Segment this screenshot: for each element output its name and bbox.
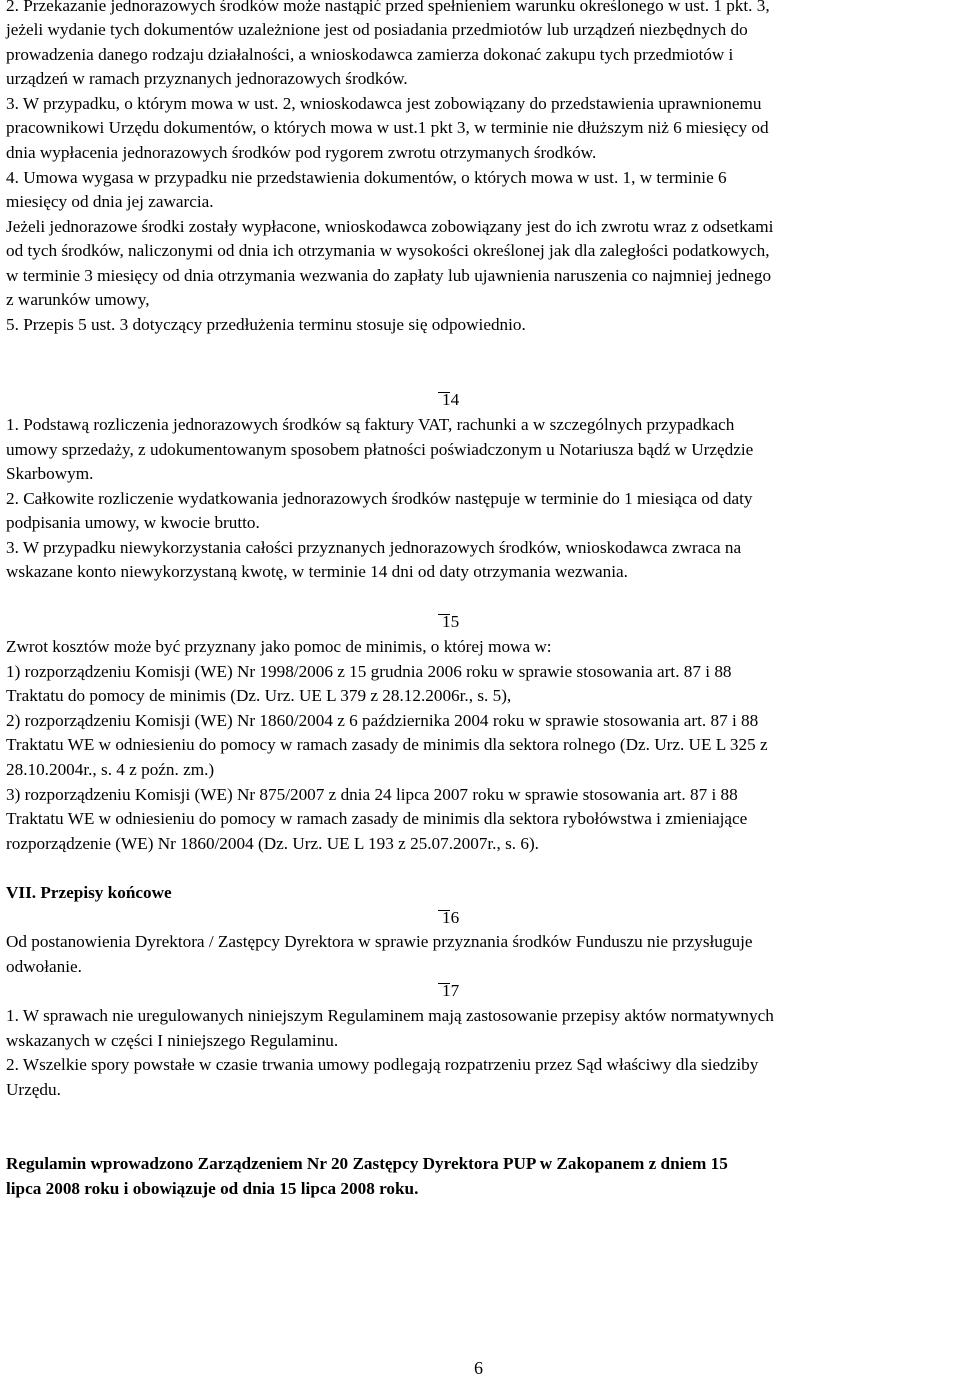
section-15-heading xyxy=(438,610,459,635)
chapter-heading: VII. Przepisy końcowe xyxy=(6,883,172,902)
paragraph-line: 2. Całkowite rozliczenie wydatkowania jednorazowych środków następuje w terminie do 1 miesiąca od daty xyxy=(6,489,753,508)
section-number: 17 xyxy=(442,981,460,1000)
paragraph-line: jeżeli wydanie tych dokumentów uzależnione jest od posiadania przedmiotów lub urządzeń niezbędnych do xyxy=(6,20,748,39)
section-number: 14 xyxy=(442,390,460,409)
paragraph-line: Urzędu. xyxy=(6,1080,61,1099)
paragraph-line: 3. W przypadku niewykorzystania całości przyznanych jednorazowych środków, wnioskodawca zwraca na xyxy=(6,538,742,557)
paragraph-line: 1. Podstawą rozliczenia jednorazowych środków są faktury VAT, rachunki a w szczególnych przypadkach xyxy=(6,415,735,434)
paragraph-line: 28.10.2004r., s. 4 z poźn. zm.) xyxy=(6,760,215,779)
paragraph-line: od tych środków, naliczonymi od dnia ich otrzymania w wysokości określonej jak dla zaległości podatkowych, xyxy=(6,241,770,260)
paragraph-line: 1) rozporządzeniu Komisji (WE) Nr 1998/2006 z 15 grudnia 2006 roku w sprawie stosowania art. 87 i 88 xyxy=(6,662,732,681)
closing-statement-line: Regulamin wprowadzono Zarządzeniem Nr 20 Zastępcy Dyrektora PUP w Zakopanem z dniem 15 xyxy=(6,1154,728,1173)
paragraph-line: prowadzenia danego rodzaju działalności, a wnioskodawca zamierza dokonać zakupu tych przedmiotów i xyxy=(6,45,734,64)
page-number: 6 xyxy=(474,1358,483,1378)
paragraph-line: pracownikowi Urzędu dokumentów, o których mowa w ust.1 pkt 3, w terminie nie dłuższym niż 6 miesięcy od xyxy=(6,118,769,137)
paragraph-line: urządzeń w ramach przyznanych jednorazowych środków. xyxy=(6,69,408,88)
paragraph-line: 3) rozporządzeniu Komisji (WE) Nr 875/2007 z dnia 24 lipca 2007 roku w sprawie stosowania art. 87 i 88 xyxy=(6,785,738,804)
paragraph-line: Zwrot kosztów może być przyznany jako pomoc de minimis, o której mowa w: xyxy=(6,637,552,656)
paragraph-line: rozporządzenie (WE) Nr 1860/2004 (Dz. Urz. UE L 193 z 25.07.2007r., s. 6). xyxy=(6,834,539,853)
paragraph-line: w terminie 3 miesięcy od dnia otrzymania wezwania do zapłaty lub ujawnienia naruszenia co najmniej jednego xyxy=(6,266,772,285)
section-number: 16 xyxy=(442,908,460,927)
paragraph-line: dnia wypłacenia jednorazowych środków pod rygorem zwrotu otrzymanych środków. xyxy=(6,143,597,162)
paragraph-line: 5. Przepis 5 ust. 3 dotyczący przedłużenia terminu stosuje się odpowiednio. xyxy=(6,315,526,334)
paragraph-line: umowy sprzedaży, z udokumentowanym sposobem płatności poświadczonym u Notariusza bądź w Urzędzie xyxy=(6,440,754,459)
section-16-heading xyxy=(438,906,459,931)
paragraph-line: Traktatu do pomocy de minimis (Dz. Urz. UE L 379 z 28.12.2006r., s. 5), xyxy=(6,686,512,705)
paragraph-line: 3. W przypadku, o którym mowa w ust. 2, wnioskodawca jest zobowiązany do przedstawienia uprawnionemu xyxy=(6,94,762,113)
paragraph-line: 1. W sprawach nie uregulowanych niniejszym Regulaminem mają zastosowanie przepisy aktów normatywnych xyxy=(6,1006,774,1025)
paragraph-line: 2. Przekazanie jednorazowych środków może nastąpić przed spełnieniem warunku określonego w ust. 1 pkt. 3, xyxy=(6,0,770,15)
paragraph-line: Traktatu WE w odniesieniu do pomocy w ramach zasady de minimis dla sektora rybołówstwa i zmieniające xyxy=(6,809,748,828)
paragraph-line: Jeżeli jednorazowe środki zostały wypłacone, wnioskodawca zobowiązany jest do ich zwrotu wraz z odsetkami xyxy=(6,217,774,236)
paragraph-line: podpisania umowy, w kwocie brutto. xyxy=(6,513,260,532)
paragraph-line: z warunków umowy, xyxy=(6,290,150,309)
section-number: 15 xyxy=(442,612,460,631)
paragraph-line: 4. Umowa wygasa w przypadku nie przedstawienia dokumentów, o których mowa w ust. 1, w terminie 6 xyxy=(6,168,727,187)
paragraph-line: 2) rozporządzeniu Komisji (WE) Nr 1860/2004 z 6 października 2004 roku w sprawie stosowania art. 87 i 88 xyxy=(6,711,759,730)
paragraph-line: Skarbowym. xyxy=(6,464,94,483)
paragraph-line: wskazane konto niewykorzystaną kwotę, w terminie 14 dni od daty otrzymania wezwania. xyxy=(6,562,628,581)
paragraph-line: miesięcy od dnia jej zawarcia. xyxy=(6,192,214,211)
paragraph-line: Traktatu WE w odniesieniu do pomocy w ramach zasady de minimis dla sektora rolnego (Dz. Urz. UE L 325 z xyxy=(6,735,768,754)
paragraph-line: wskazanych w części I niniejszego Regulaminu. xyxy=(6,1031,339,1050)
closing-statement-line: lipca 2008 roku i obowiązuje od dnia 15 lipca 2008 roku. xyxy=(6,1179,419,1198)
paragraph-line: Od postanowienia Dyrektora / Zastępcy Dyrektora w sprawie przyznania środków Funduszu nie przysługuje xyxy=(6,932,753,951)
section-17-heading xyxy=(438,979,459,1004)
section-14-heading xyxy=(438,388,459,413)
paragraph-line: odwołanie. xyxy=(6,957,82,976)
paragraph-line: 2. Wszelkie spory powstałe w czasie trwania umowy podlegają rozpatrzeniu przez Sąd właściwy dla siedziby xyxy=(6,1055,759,1074)
